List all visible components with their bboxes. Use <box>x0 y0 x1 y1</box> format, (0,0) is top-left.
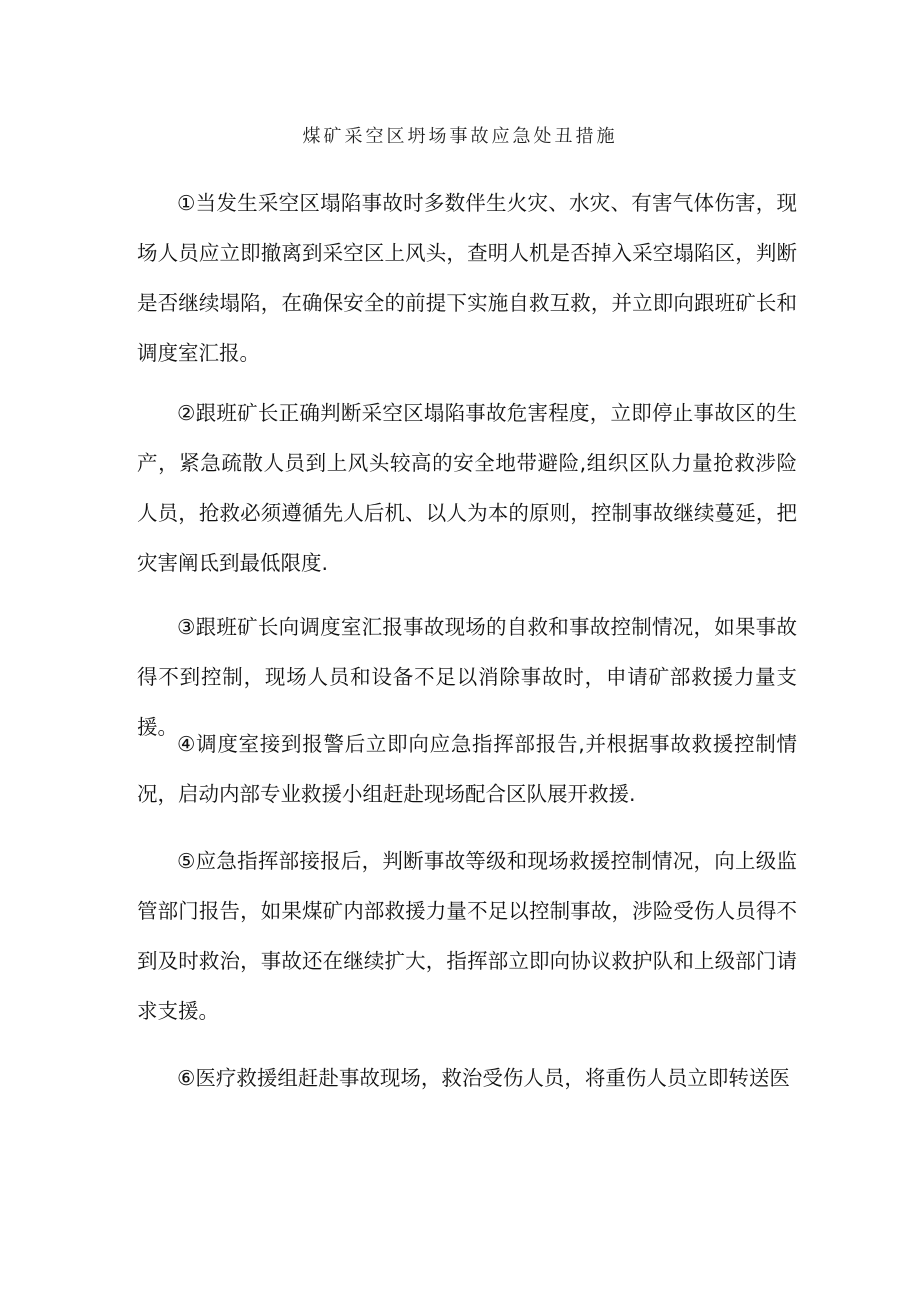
paragraph-4: ④调度室接到报警后立即向应急指挥部报告,并根据事故救援控制情况，启动内部专业救援小组赶赴现场配合区队展开救援. <box>137 732 797 806</box>
paragraph-5: ⑤应急指挥部接报后，判断事故等级和现场救援控制情况，向上级监管部门报告，如果煤矿内部救援力量不足以控制事故，涉险受伤人员得不到及时救治，事故还在继续扩大，指挥部立即向协议救护队和上级部门请求支援。 <box>137 849 797 1023</box>
paragraph-3: ③跟班矿长向调度室汇报事故现场的自救和事故控制情况，如果事故得不到控制，现场人员和设备不足以消除事故时，申请矿部救援力量支援。 <box>137 615 797 739</box>
document-title: 煤矿采空区坍场事故应急处丑措施 <box>302 126 618 147</box>
paragraph-1: ①当发生采空区塌陷事故时多数伴生火灾、水灾、有害气体伤害，现场人员应立即撤离到采空区上风头，查明人机是否掉入采空塌陷区，判断是否继续塌陷，在确保安全的前提下实施自救互救，并立即向跟班矿长和调度室汇报。 <box>137 191 797 365</box>
paragraph-6: ⑥医疗救援组赶赴事故现场，救治受伤人员，将重伤人员立即转送医 <box>177 1066 790 1090</box>
paragraph-2: ②跟班矿长正确判断采空区塌陷事故危害程度，立即停止事故区的生产，紧急疏散人员到上风头较高的安全地带避险,组织区队力量抢救涉险人员，抢救必须遵循先人后机、以人为本的原则，控制事故继续蔓延，把灾害阐氐到最低限度. <box>137 401 797 575</box>
